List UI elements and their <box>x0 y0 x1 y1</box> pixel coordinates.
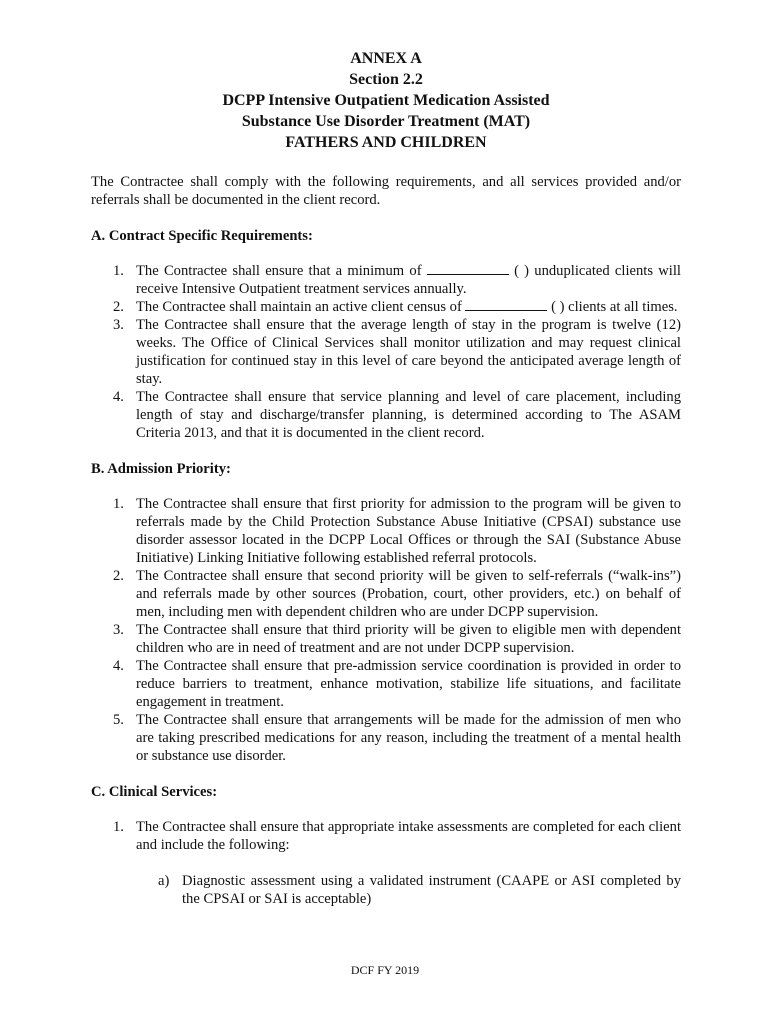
section-c-sublist <box>91 872 681 908</box>
list-item: 2. The Contractee shall maintain an active client census of ( ) clients at all times. <box>113 299 678 315</box>
list-item: 4. The Contractee shall ensure that pre-admission service coordination is provided in order to reduce barriers to treatment, enhance motivation, stabilize life situations, and facilitate engagement in treatment. <box>113 658 681 710</box>
section-a-list <box>91 262 681 442</box>
title-section: Section 2.2 <box>349 71 423 88</box>
intro-paragraph: The Contractee shall comply with the following requirements, and all services provided and/or referrals shall be documented in the client record. <box>91 174 681 208</box>
blank-field <box>465 298 547 311</box>
page-footer: DCF FY 2019 <box>350 963 420 977</box>
document-title <box>91 48 681 153</box>
title-treatment: Substance Use Disorder Treatment (MAT) <box>241 113 531 130</box>
section-a-heading: A. Contract Specific Requirements: <box>91 228 313 244</box>
list-item: 2. The Contractee shall ensure that second priority will be given to self-referrals (“walk-ins”) and referrals made by other sources (Probation, court, other providers, etc.) on behalf of men, including men with dependent children who are under DCPP supervision. <box>113 568 681 620</box>
list-item: 1. The Contractee shall ensure that a minimum of ( ) unduplicated clients will receive Intensive Outpatient treatment services annually. <box>113 263 681 297</box>
title-annex: ANNEX A <box>350 50 422 67</box>
list-item: a) Diagnostic assessment using a validated instrument (CAAPE or ASI completed by the CPSAI or SAI is acceptable) <box>158 873 681 907</box>
title-population: FATHERS AND CHILDREN <box>285 134 487 151</box>
section-c-heading: C. Clinical Services: <box>91 784 218 800</box>
document-page <box>91 48 681 908</box>
blank-field <box>427 262 509 275</box>
list-item: 5. The Contractee shall ensure that arrangements will be made for the admission of men who are taking prescribed medications for any reason, including the treatment of a mental health or substance use disorder. <box>113 712 681 764</box>
section-b-list <box>91 495 681 765</box>
list-item: 3. The Contractee shall ensure that the average length of stay in the program is twelve (12) weeks. The Office of Clinical Services shall monitor utilization and may request clinical justification for continued stay in this level of care beyond the anticipated average length of stay. <box>113 317 681 387</box>
list-item: 1. The Contractee shall ensure that first priority for admission to the program will be given to referrals made by the Child Protection Substance Abuse Initiative (CPSAI) substance use disorder assessor located in the DCPP Local Offices or through the SAI (Substance Abuse Initiative) Linking Initiative following established referral protocols. <box>113 496 681 566</box>
section-c-list <box>91 818 681 854</box>
section-b-heading: B. Admission Priority: <box>91 461 231 477</box>
list-item: 1. The Contractee shall ensure that appropriate intake assessments are completed for each client and include the following: <box>113 819 681 853</box>
title-program: DCPP Intensive Outpatient Medication Assisted <box>222 92 550 109</box>
list-item: 3. The Contractee shall ensure that third priority will be given to eligible men with dependent children who are in need of treatment and are not under DCPP supervision. <box>113 622 681 656</box>
list-item: 4. The Contractee shall ensure that service planning and level of care placement, including length of stay and discharge/transfer planning, is determined according to The ASAM Criteria 2013, and that it is documented in the client record. <box>113 389 681 441</box>
